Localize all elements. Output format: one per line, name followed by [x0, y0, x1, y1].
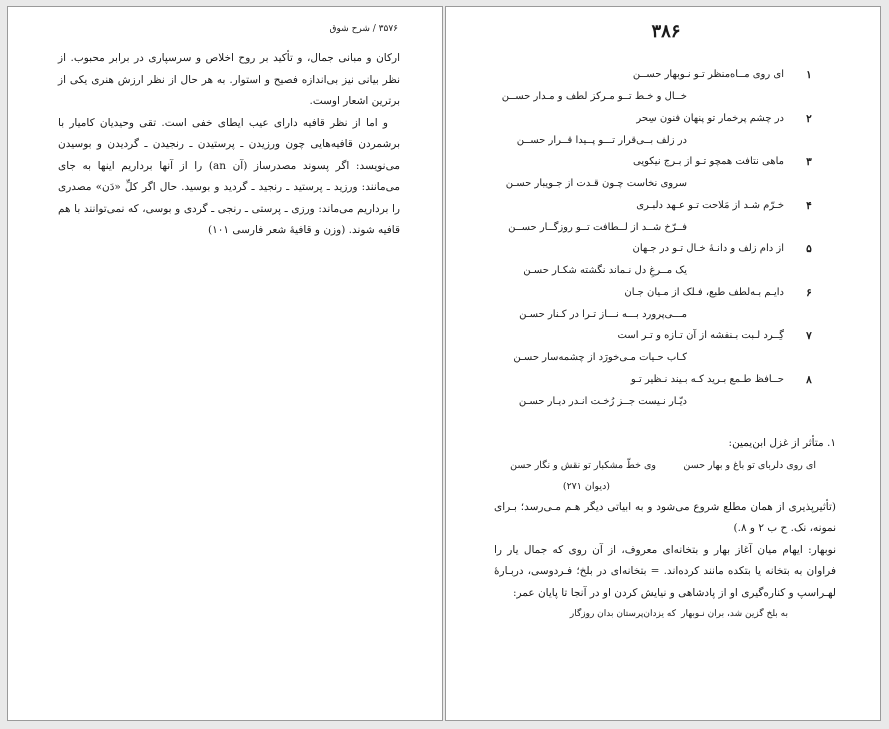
- hemistich-first: ماهی نتافت همچو تـو از بـرج نیکویی: [633, 156, 784, 167]
- hemistich-second: دیّـار نـیست جــز رُخـت انـدر دیـار حسـن: [518, 395, 687, 407]
- footnote-2-verse: [494, 604, 836, 626]
- ghazal-poem: [446, 69, 881, 417]
- hemistich-second: فــرّخ شــد از لــطافت تــو روزگــار حســن: [508, 221, 687, 233]
- hemistich-second: یک مــرغِ دل نـماند نگشته شکـار حسـن: [523, 265, 687, 276]
- hemistich-first: ای روی مــاه‌منظر تـو نـوبهار حســن: [632, 69, 784, 80]
- footnote-2-hemistich-first: به بلخ گزین شد، بران نـوبهار: [681, 609, 788, 619]
- couplet: [446, 287, 881, 331]
- hemistich-first: گِــرد لـبت بـنفشه از آن تـازه و تـر است: [617, 330, 784, 341]
- hemistich-second: در زلف بــی‌قرار تـــو پــیدا قــرار حســن: [516, 134, 687, 146]
- hemistich-first: در چشم پرخمار تو پنهان فنون سِحر: [636, 112, 784, 124]
- couplet: [446, 113, 881, 157]
- hemistich-first: حــافظ طـمع بـرید کـه بـیند نـظیر تـو: [630, 373, 784, 385]
- hemistich-first: از دام زلف و دانـهٔ خـال تـو در جـهان: [632, 243, 784, 254]
- footnotes: [494, 433, 836, 626]
- footnote-1-hemistich-second: وی خطّ مشکبار تو نقش و نگار حسن: [510, 459, 656, 471]
- running-head: ۳۵۷۶ / شرح شوق: [329, 24, 398, 34]
- hemistich-first: خـرّم شـد از مَلاحت تـو عـهد دلبـری: [636, 199, 784, 211]
- hemistich-first: دایـم بـه‌لطف طبع، فـلک از مـیان جـان: [624, 286, 784, 298]
- couplet: [446, 69, 881, 113]
- hemistich-second: کـاب حـیات مـی‌خورَد از چشمه‌سار حسـن: [513, 352, 687, 363]
- hemistich-second: سروی نخاست چـون قـدت از جـویبار حسـن: [505, 178, 687, 189]
- couplet: [446, 330, 881, 374]
- couplet: [446, 156, 881, 200]
- verse-number: ۳: [806, 156, 812, 168]
- footnote-1-intro: ۱. متأثر از غزل ابن‌یمین:: [728, 437, 836, 449]
- paragraph: و اما از نظر قافیه دارای عیب ایطای خفی است. تقی وحیدیان کامیار با برشمردن قافیه‌هایی چون ورزیدن ـ پرستیدن ـ رنجیدن ـ گردیدن و بوسیدن می‌نویسد: اگر پسوند مصدرساز (آن an) را از آنها برداریم اینها به جای می‌مانند: ورزید ـ پرستید ـ رنجید ـ گردید و بوسید. حال اگر کلِّ «دَن» مصدری را برداریم می‌ماند: ورزی ـ پرستی ـ رنجی ـ گردی و بوسی، که نمی‌توانند با هم قافیه شوند. (وزن و قافیهٔ شعر فارسی ۱۰۱): [58, 116, 400, 236]
- hemistich-second: مـــی‌پرورد بـــه نـــاز تـرا در کـنار حسـن: [519, 308, 687, 320]
- verse-number: ۲: [806, 112, 812, 125]
- footnote-1-verse: [494, 455, 836, 477]
- verse-number: ۵: [806, 243, 812, 255]
- verse-number: ۸: [806, 373, 812, 386]
- footnote-2-hemistich-second: که یزدان‌پرستان بدان روزگار: [569, 609, 676, 619]
- paragraph: ارکان و مبانی جمال، و تأکید بر روح اخلاص و سرسپاری در برابر محبوب. از نظر بیانی نیز بی‌اندازه فصیح و استوار. به هر حال از نظر ارزش هنری یکی از برترین اشعار اوست.: [58, 52, 400, 107]
- commentary-text: [58, 48, 400, 242]
- footnote-1-hemistich-first: ای روی دلربای تو باغ و بهار حسن: [683, 459, 816, 471]
- left-page: [7, 6, 443, 721]
- hemistich-second: خــال و خـط تــو مـرکز لطف و مـدار حســن: [501, 91, 687, 102]
- right-page: [445, 6, 881, 721]
- couplet: [446, 243, 881, 287]
- couplet: [446, 374, 881, 418]
- couplet: [446, 200, 881, 244]
- verse-number: ۴: [806, 199, 812, 212]
- verse-number: ۷: [806, 330, 812, 342]
- footnote-2-text: نوبهار: ایهام میان آغاز بهار و بتخانه‌ای معروف، از آن روی که جمال یار را فراوان به بتخانه یا بتکده مانند کرده‌اند. = بتخانه‌ای در بلخ؛ فـردوسی، دربـارهٔ لهـراسپ و کناره‌گیری او از پادشاهی و نیایش کردن او در آنجا تا پایان عمر:: [494, 543, 836, 599]
- verse-number: ۱: [806, 69, 812, 81]
- footnote-1-source: (دیوان ۲۷۱): [562, 480, 610, 492]
- footnote-1-text: (تأثیرپذیری از همان مطلع شروع می‌شود و به ابیاتی دیگر هـم مـی‌رسد؛ بـرای نمونه، نک. ح ب ۲ و ۸.): [494, 500, 836, 534]
- page-number: ۳۸۶: [651, 21, 681, 42]
- verse-number: ۶: [806, 286, 812, 299]
